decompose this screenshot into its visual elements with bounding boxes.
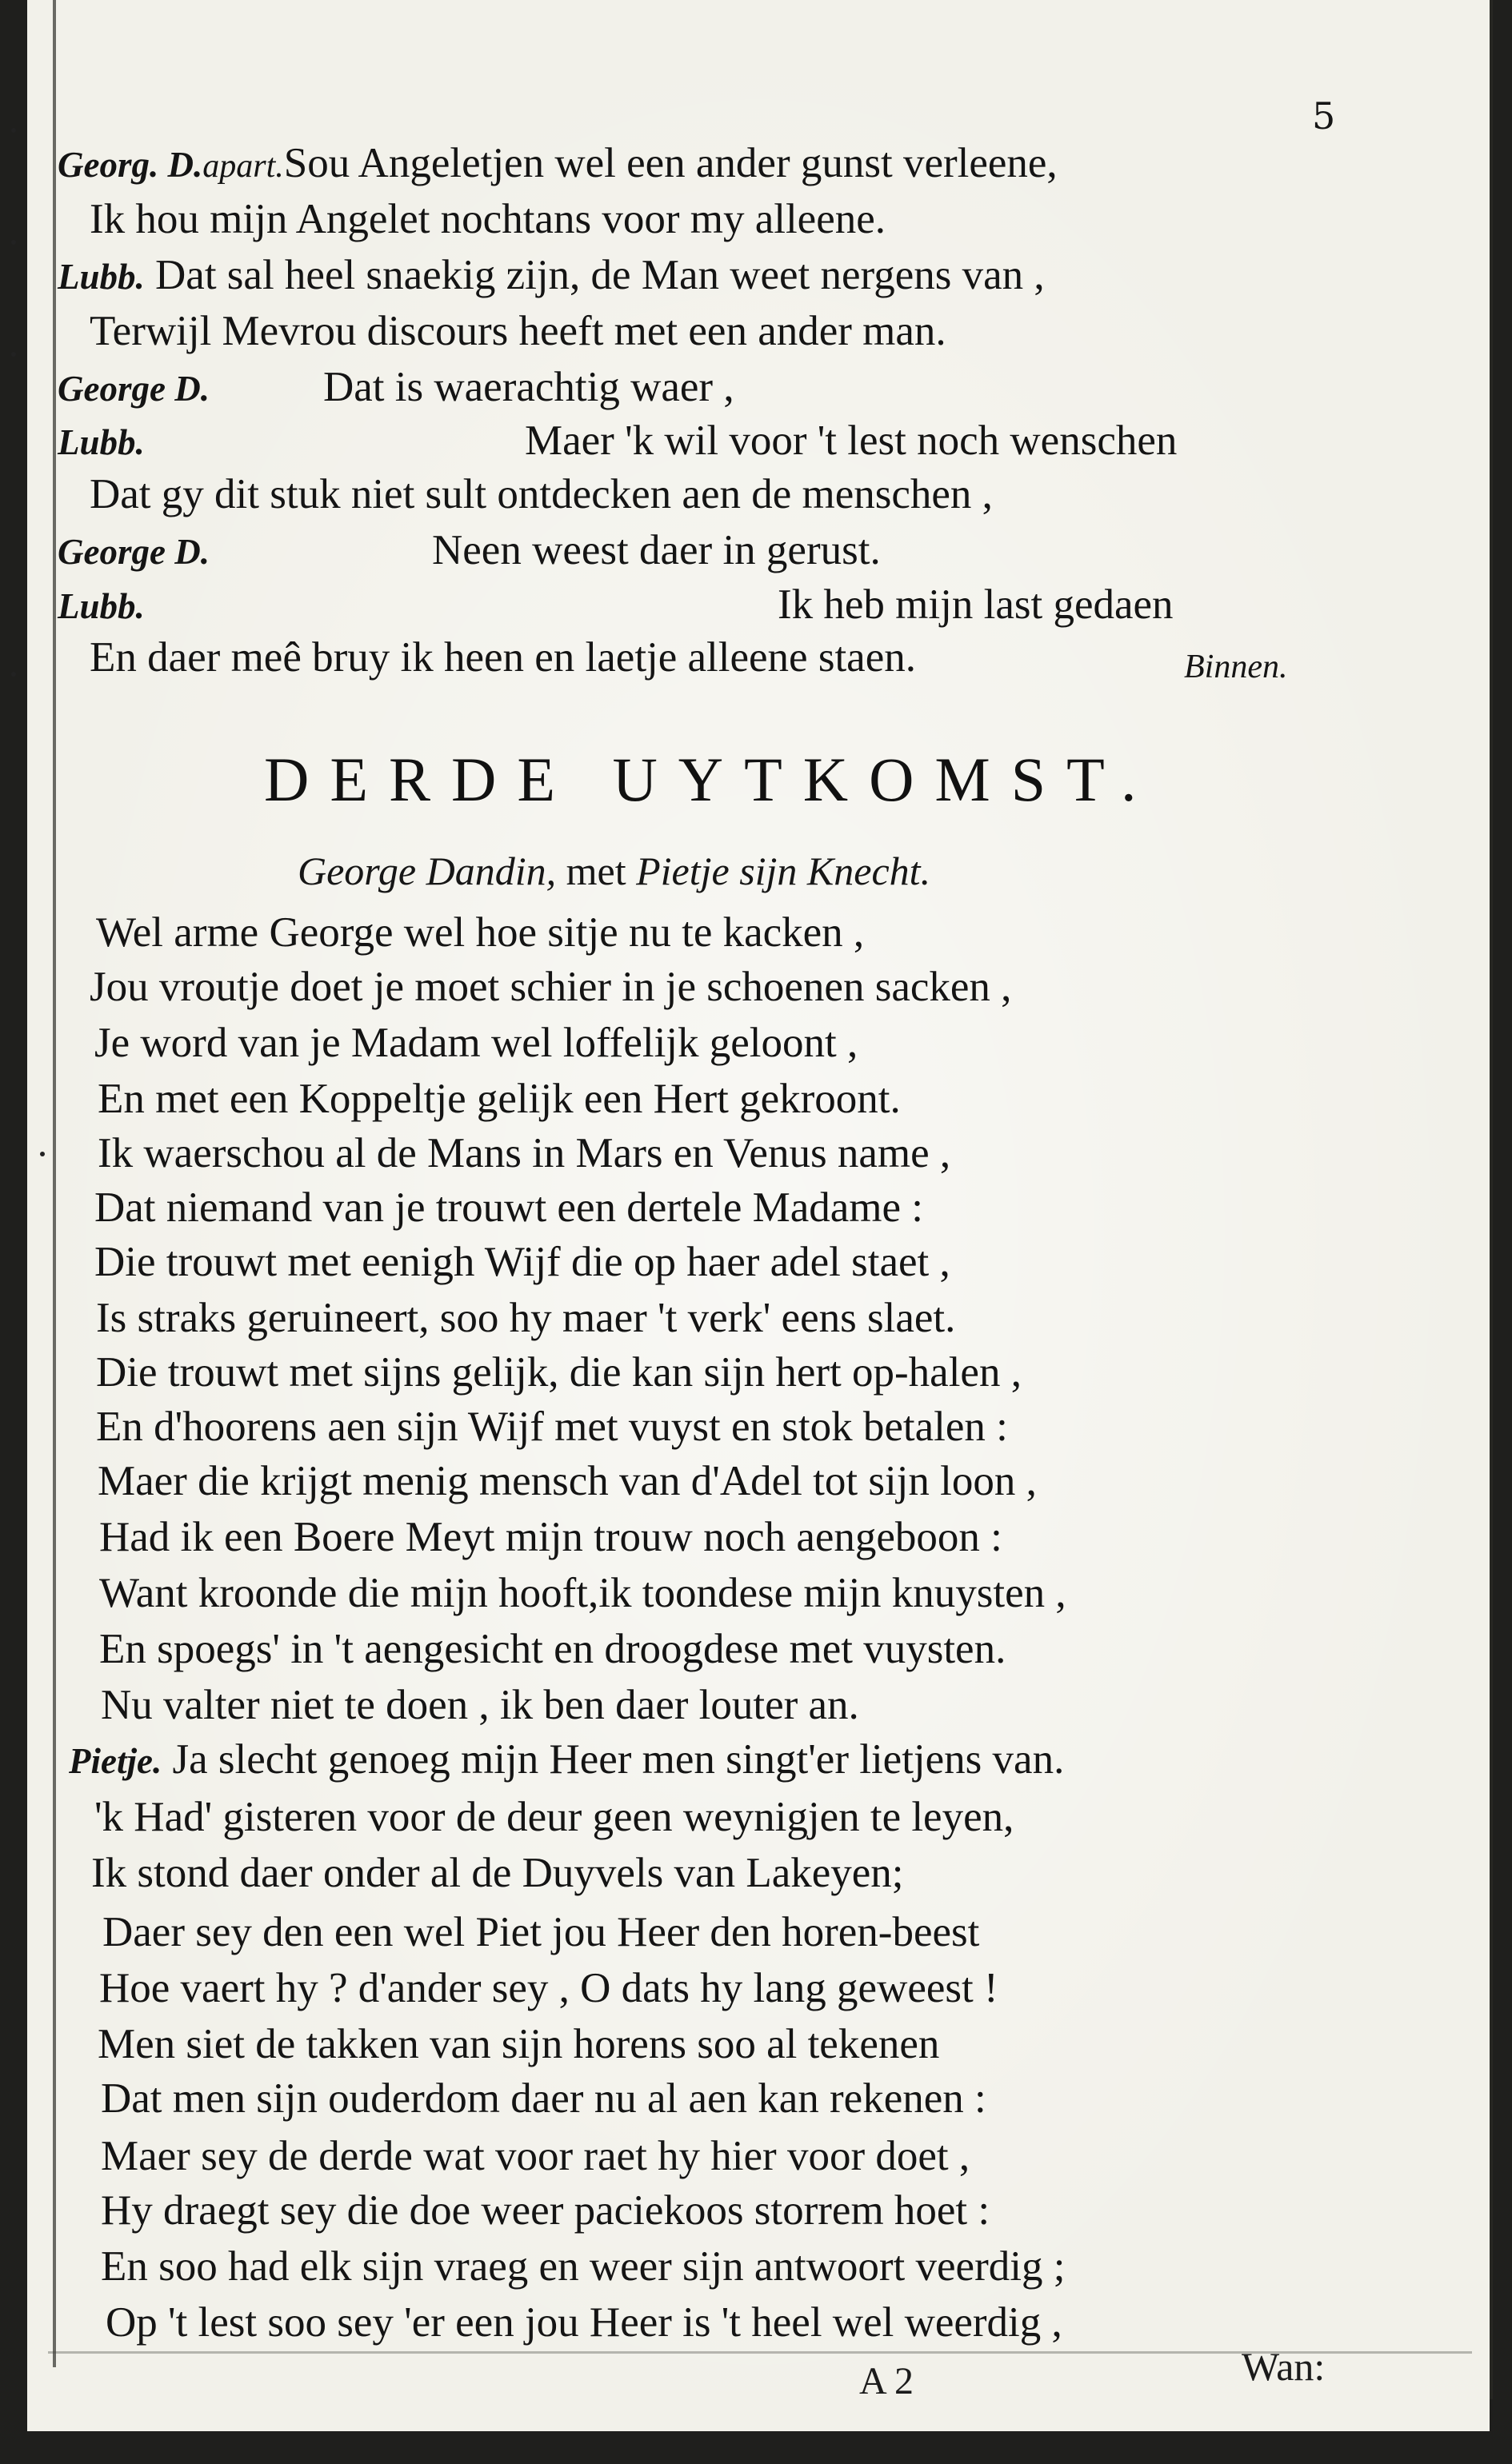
verse-text: Hoe vaert hy ? d'ander sey , O dats hy lang geweest ! <box>99 1965 998 2011</box>
verse-text: Ik hou mijn Angelet nochtans voor my alleene. <box>90 196 886 242</box>
verse-line <box>58 254 1045 297</box>
verse-line <box>96 1349 1022 1396</box>
verse-line <box>98 2023 939 2066</box>
verse-line <box>94 1241 950 1284</box>
verse-line <box>101 2075 986 2122</box>
signature-mark: A 2 <box>859 2360 914 2402</box>
verse-line <box>106 2299 1062 2346</box>
verse-line <box>58 584 145 626</box>
verse-text: En d'hoorens aen sijn Wijf met vuyst en stok betalen : <box>96 1404 1008 1450</box>
speaker-name: Lubb. <box>58 586 145 626</box>
verse-text: Sou Angeletjen wel een ander gunst verleene, <box>283 140 1058 186</box>
verse-text: Men siet de takken van sijn horens soo al tekenen <box>98 2021 940 2067</box>
page-border-left <box>53 0 56 2367</box>
verse-text: Dat sal heel snaekig zijn, de Man weet nergens van , <box>155 252 1045 298</box>
margin-speck <box>11 128 16 133</box>
verse-text: Ik waerschou al de Mans in Mars en Venus name , <box>98 1130 951 1176</box>
verse-text: Dat niemand van je trouwt een dertele Madame : <box>94 1184 924 1231</box>
verse-text: En daer meê bruy ik heen en laetje alleene staen. <box>90 634 916 681</box>
verse-line <box>98 1132 950 1175</box>
verse-text: Op 't lest soo sey 'er een jou Heer is 't heel wel weerdig , <box>106 2299 1062 2346</box>
speaker-name: Pietje. <box>69 1741 162 1781</box>
verse-text: Had ik een Boere Meyt mijn trouw noch aengeboon : <box>99 1514 1002 1560</box>
verse-text: Maer 'k wil voor 't lest noch wenschen <box>525 417 1178 464</box>
verse-text: Dat men sijn ouderdom daer nu al aen kan rekenen : <box>101 2075 986 2122</box>
verse-text: Dat gy dit stuk niet sult ontdecken aen de menschen , <box>90 471 993 517</box>
verse-line <box>99 1516 1002 1559</box>
verse-line <box>99 1572 1066 1615</box>
page-number: 5 <box>1312 94 1336 138</box>
verse-text: Nu valter niet te doen , ik ben daer louter an. <box>101 1682 859 1728</box>
catchword: Wan: <box>1242 2344 1326 2389</box>
stage-direction: apart. <box>202 148 284 185</box>
verse-text: Hy draegt sey die doe weer paciekoos storrem hoet : <box>101 2187 990 2234</box>
verse-line <box>69 1736 1065 1783</box>
verse-text: Terwijl Mevrou discours heeft met een ander man. <box>90 308 946 354</box>
verse-line <box>101 2187 990 2234</box>
verse-text: Jou vroutje doet je moet schier in je schoenen sacken , <box>90 964 1012 1010</box>
verse-line <box>94 1022 858 1064</box>
verse-line <box>96 909 865 956</box>
verse-line <box>90 473 993 516</box>
verse-text: Neen weest daer in gerust. <box>432 527 881 573</box>
verse-text: Ik stond daer onder al de Duyvels van Lakeyen; <box>91 1850 904 1896</box>
verse-text: 'k Had' gisteren voor de deur geen weynigjen te leyen, <box>94 1794 1014 1840</box>
margin-speck <box>40 1152 45 1156</box>
verse-line <box>102 1911 979 1954</box>
verse-line <box>323 366 734 409</box>
verse-line <box>94 1184 924 1231</box>
verse-line <box>91 1852 904 1895</box>
verse-line <box>99 1967 998 2010</box>
servant-name: Pietje sijn Knecht. <box>636 849 931 893</box>
verse-text: Die trouwt met sijns gelijk, die kan sijn hert op-halen , <box>96 1349 1022 1396</box>
verse-text: Dat is waerachtig waer , <box>323 364 734 410</box>
verse-line <box>101 1684 859 1727</box>
character-names: George Dandin, <box>298 849 557 893</box>
connector-text: met <box>556 849 637 893</box>
verse-line <box>99 1628 1006 1671</box>
verse-text: Maer sey de derde wat voor raet hy hier voor doet , <box>101 2133 970 2179</box>
verse-line <box>90 966 1011 1008</box>
verse-line <box>94 1796 1014 1839</box>
verse-line <box>98 1078 901 1120</box>
scene-characters <box>298 848 930 894</box>
verse-line <box>101 2243 1066 2290</box>
verse-text: Want kroonde die mijn hooft,ik toondese mijn knuysten , <box>99 1570 1066 1616</box>
speaker-name: Lubb. <box>58 257 145 297</box>
verse-line <box>58 142 1058 185</box>
page-border-right <box>1490 0 1493 2399</box>
verse-text: Is straks geruineert, soo hy maer 't verk' eens slaet. <box>96 1295 956 1341</box>
verse-text: En spoegs' in 't aengesicht en droogdese met vuysten. <box>99 1626 1006 1672</box>
verse-text: Je word van je Madam wel loffelijk geloont , <box>94 1020 858 1066</box>
verse-line <box>58 366 210 409</box>
margin-speck <box>11 352 16 357</box>
speaker-name: Lubb. <box>58 422 145 462</box>
verse-line <box>96 1406 1008 1448</box>
stage-direction: Binnen. <box>1184 649 1288 685</box>
verse-line <box>1184 643 1287 685</box>
verse-text: Ik heb mijn last gedaen <box>778 581 1174 628</box>
verse-text: Wel arme George wel hoe sitje nu te kacken , <box>96 909 865 956</box>
verse-line <box>432 529 881 572</box>
verse-line <box>58 529 210 572</box>
verse-text: En met een Koppeltje gelijk een Hert gekroont. <box>98 1076 901 1122</box>
margin-speck <box>11 672 16 677</box>
verse-line <box>525 417 1178 464</box>
margin-speck <box>11 240 16 245</box>
verse-line <box>58 420 145 462</box>
verse-text: Die trouwt met eenigh Wijf die op haer adel staet , <box>94 1239 950 1285</box>
speaker-name: George D. <box>58 532 210 572</box>
verse-line <box>90 198 886 241</box>
scan-background <box>0 2431 1512 2464</box>
scene-heading: DERDE UYTKOMST. <box>264 745 1158 814</box>
verse-line <box>101 2135 970 2178</box>
speaker-name: Georg. D. <box>58 145 203 185</box>
verse-line <box>90 634 916 681</box>
verse-text: Ja slecht genoeg mijn Heer men singt'er lietjens van. <box>172 1736 1065 1783</box>
verse-text: Daer sey den een wel Piet jou Heer den horen-beest <box>102 1909 980 1955</box>
verse-line <box>98 1460 1037 1503</box>
verse-line <box>778 581 1174 628</box>
verse-text: En soo had elk sijn vraeg en weer sijn antwoort veerdig ; <box>101 2243 1066 2290</box>
speaker-name: George D. <box>58 369 210 409</box>
verse-text: Maer die krijgt menig mensch van d'Adel tot sijn loon , <box>98 1458 1037 1504</box>
verse-line <box>96 1297 955 1340</box>
verse-line <box>90 310 946 353</box>
